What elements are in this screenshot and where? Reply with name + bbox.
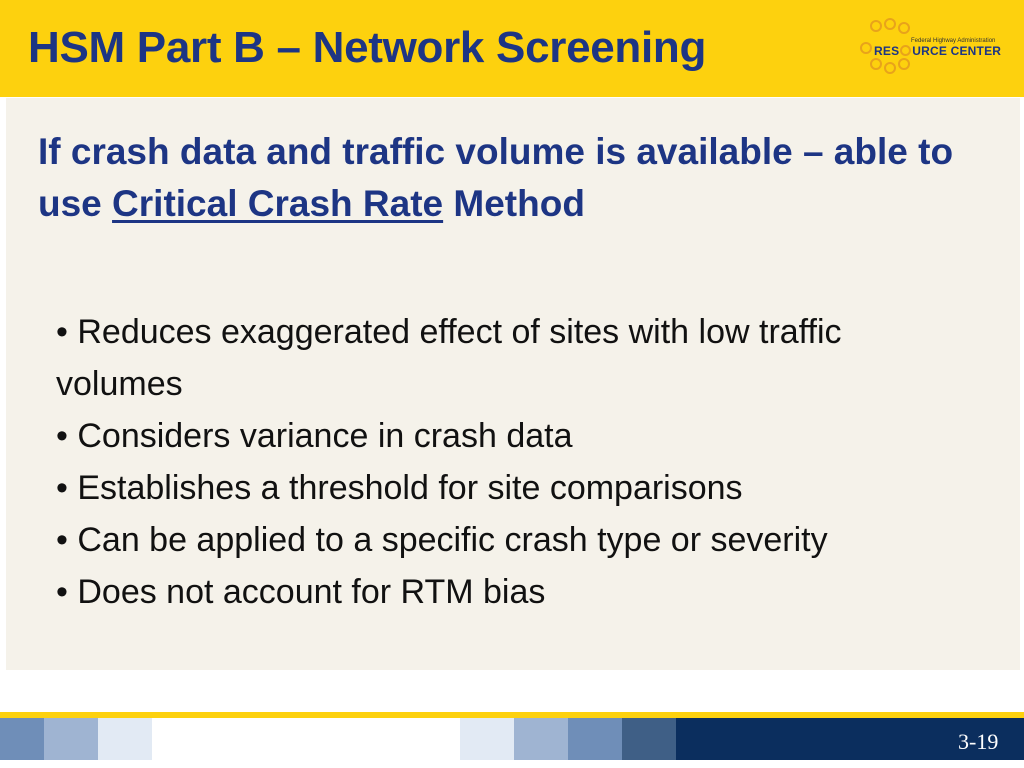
slide-heading bbox=[38, 126, 978, 230]
slide-title: HSM Part B – Network Screening bbox=[28, 23, 707, 72]
logo-agency-line: Federal Highway Administration bbox=[911, 38, 996, 44]
logo-circle bbox=[898, 22, 910, 34]
bullet-list bbox=[56, 306, 956, 618]
logo-circle bbox=[870, 20, 882, 32]
heading-text-after: Method bbox=[443, 183, 585, 224]
heading-text-before: If crash data and traffic volume is available – able to use bbox=[38, 131, 954, 224]
footer-block bbox=[0, 718, 44, 760]
logo-name-end: URCE CENTER bbox=[912, 44, 1002, 58]
footer-block bbox=[460, 718, 514, 760]
logo-circle bbox=[860, 42, 872, 54]
footer-block bbox=[514, 718, 568, 760]
logo-circle bbox=[884, 62, 896, 74]
resource-center-logo-icon bbox=[856, 18, 1016, 78]
footer-block bbox=[568, 718, 622, 760]
critical-crash-rate-link[interactable]: Critical Crash Rate bbox=[112, 183, 444, 224]
logo-circle bbox=[898, 58, 910, 70]
bullet-item: • Considers variance in crash data bbox=[56, 417, 573, 455]
footer-block bbox=[44, 718, 98, 760]
footer-block bbox=[622, 718, 676, 760]
logo-name-start: RES bbox=[874, 44, 900, 58]
footer-block bbox=[98, 718, 152, 760]
bullet-item: • Reduces exaggerated effect of sites with low traffic volumes bbox=[56, 313, 842, 403]
bullet-item: • Can be applied to a specific crash type or severity bbox=[56, 521, 828, 559]
logo-circle bbox=[884, 18, 896, 30]
bullet-item: • Establishes a threshold for site comparisons bbox=[56, 469, 743, 507]
page-number: 3-19 bbox=[958, 729, 999, 754]
logo-o-ring bbox=[900, 45, 911, 56]
logo-name bbox=[874, 44, 1001, 58]
logo-circle bbox=[870, 58, 882, 70]
bullet-item: • Does not account for RTM bias bbox=[56, 573, 546, 611]
